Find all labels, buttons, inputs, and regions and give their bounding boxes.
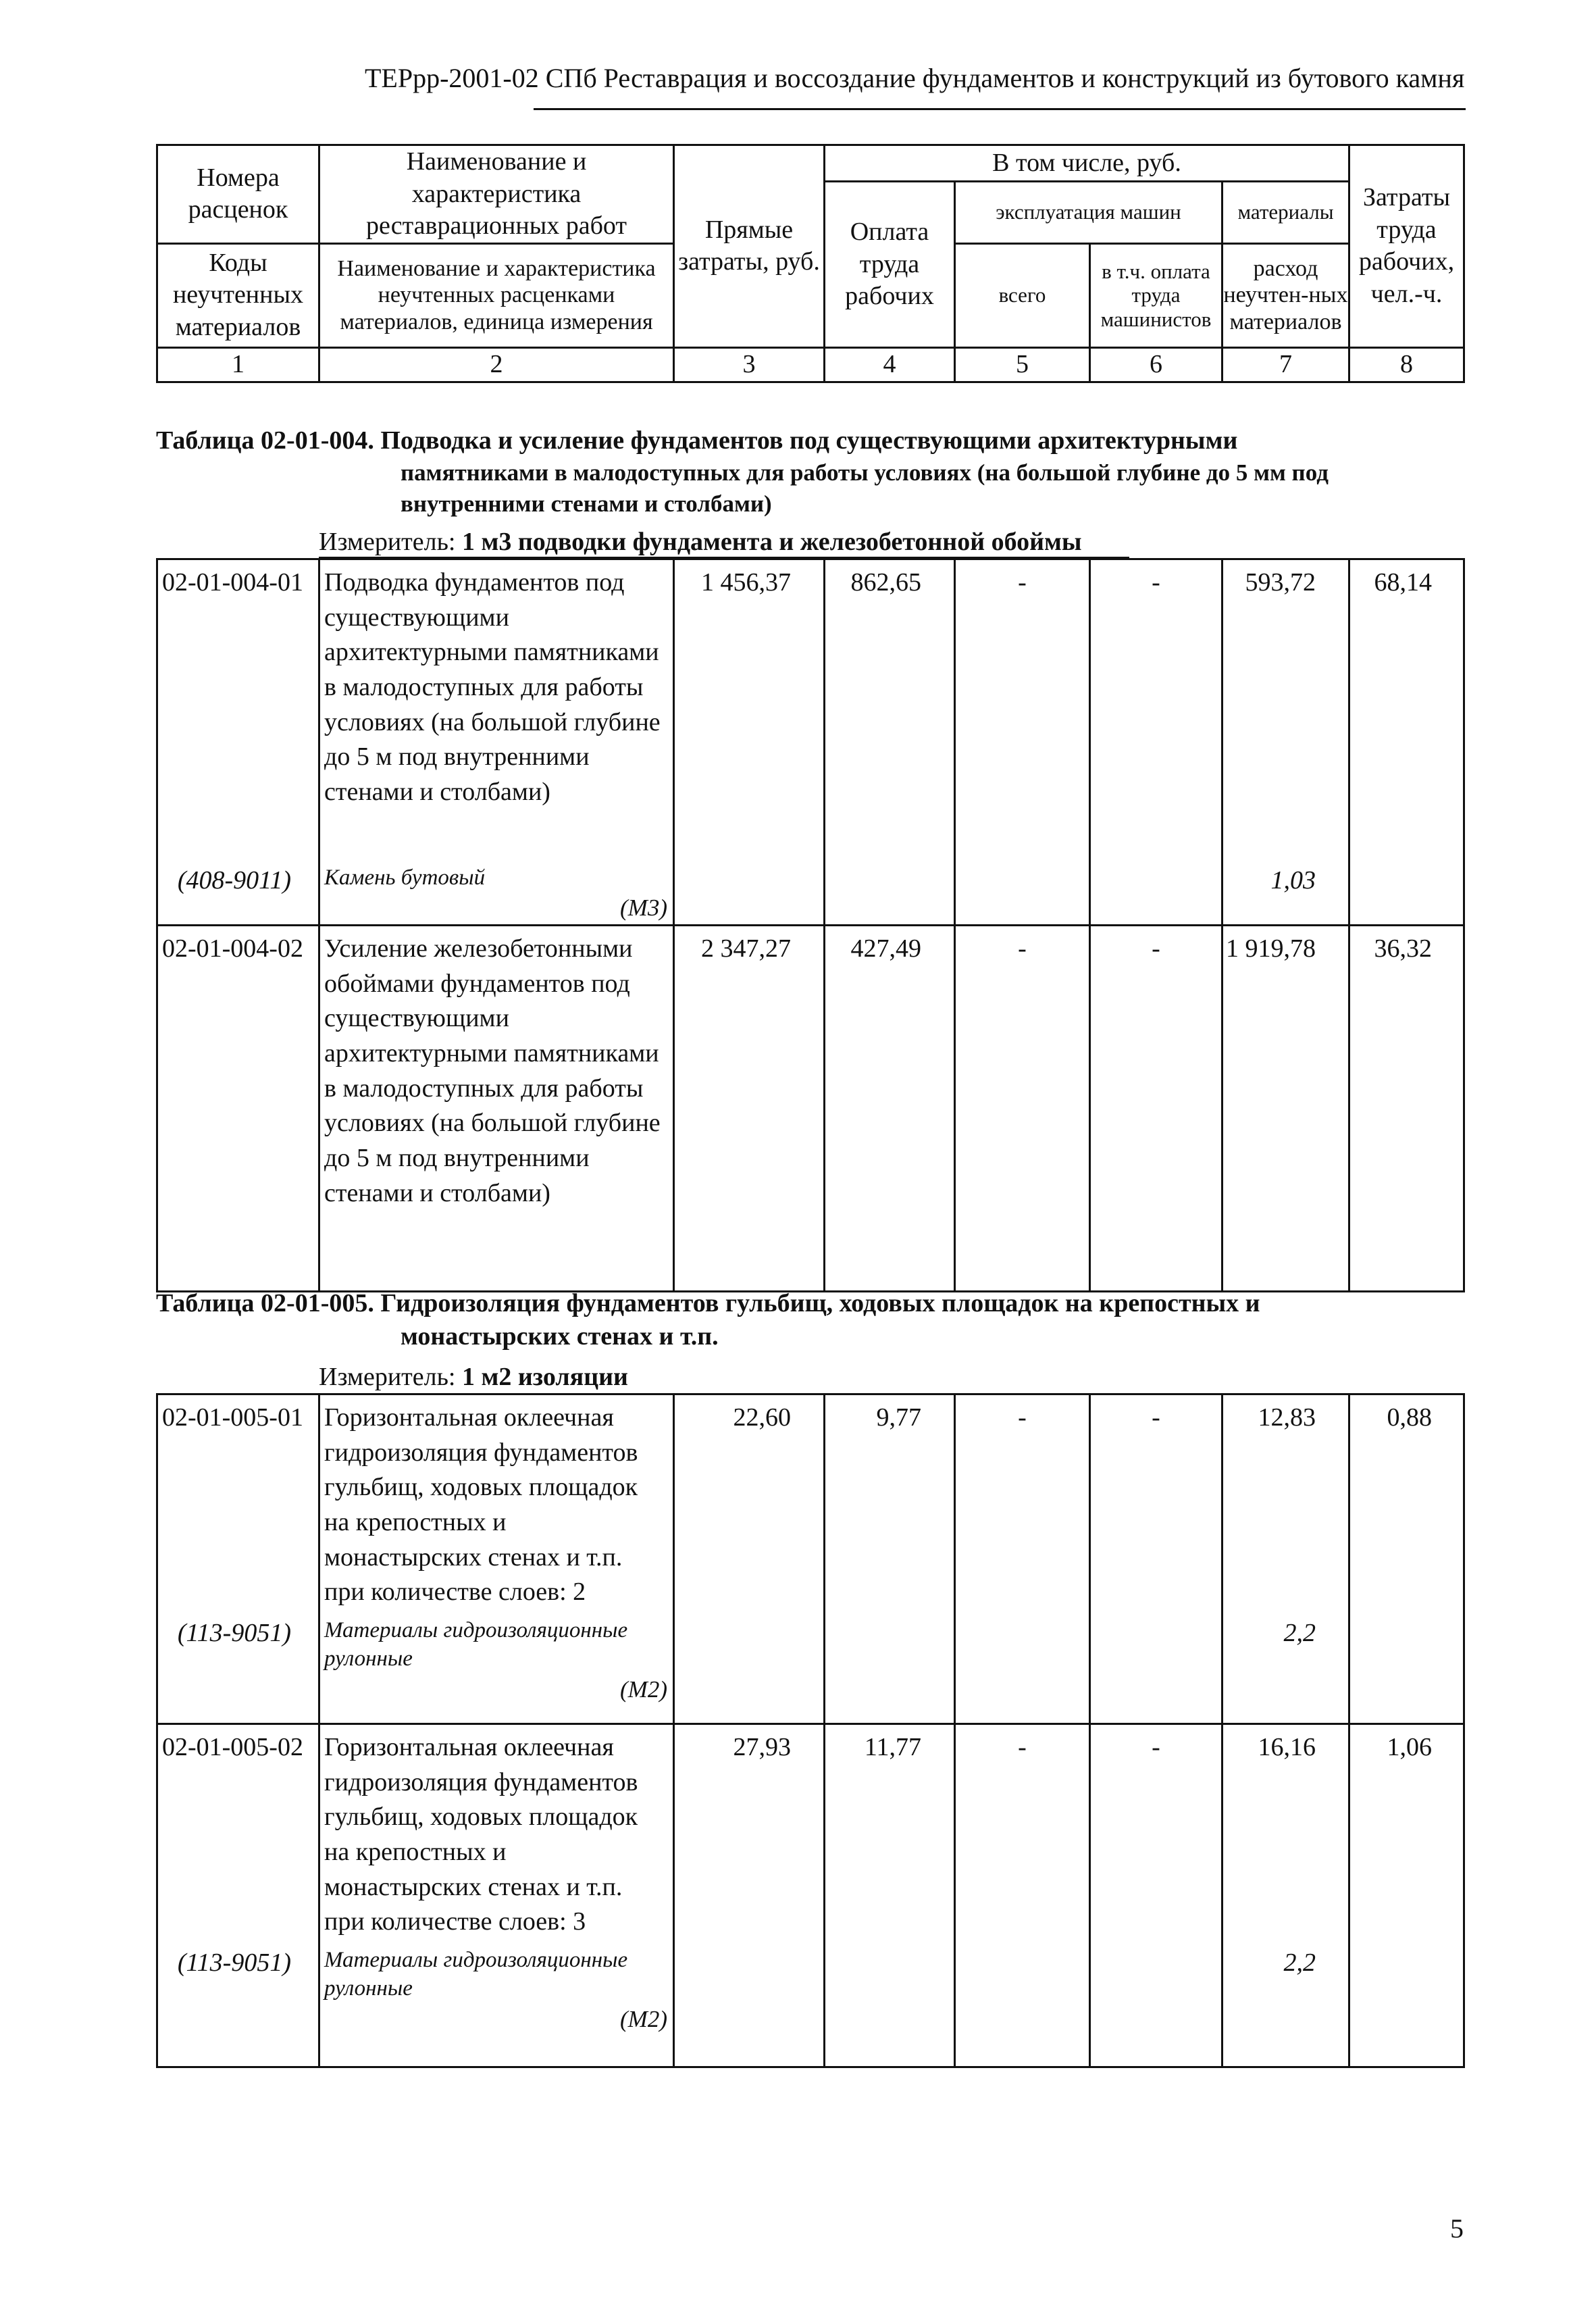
header-materials: материалы: [1222, 182, 1349, 244]
rate-code: 02-01-004-01: [157, 559, 319, 863]
material-unit: (М3): [620, 895, 667, 922]
materials-cost: 12,83: [1222, 1394, 1349, 1616]
col-index: 2: [319, 347, 674, 382]
header-including-group: В том числе, руб.: [825, 145, 1349, 182]
header-machines-total: всего: [955, 243, 1090, 347]
col-index: 4: [825, 347, 955, 382]
work-name: Подводка фундаментов под существующими архитектурными памятниками в малодоступных для работы условиях (на большой глубине до 5 м под внутренними стенами и столбами): [319, 559, 674, 863]
meter-label: [319, 527, 1082, 557]
col-index: 7: [1222, 347, 1349, 382]
running-header: ТЕРрр-2001-02 СПб Реставрация и воссоздание фундаментов и конструкций из бутового камня: [365, 63, 1465, 93]
col-index: 3: [674, 347, 825, 382]
direct-costs: 1 456,37: [674, 559, 825, 863]
work-name: Горизонтальная оклеечная гидроизоляция фундаментов гульбищ, ходовых площадок на крепостных и монастырских стенах и т.п. при количестве слоев: 3: [319, 1724, 674, 1946]
machinist-pay: -: [1090, 559, 1222, 863]
labor-hours: 36,32: [1349, 925, 1464, 1291]
table-title: [156, 424, 1463, 519]
labor-pay: 11,77: [825, 1724, 955, 1946]
table-row: [157, 559, 1464, 863]
header-labor-pay: Оплата труда рабочих: [825, 182, 955, 348]
material-qty: 1,03: [1222, 863, 1349, 926]
machinist-pay: -: [1090, 925, 1222, 1291]
meter-unit: 1 м2 изоляции: [462, 1363, 628, 1391]
table-title: [156, 1287, 1463, 1354]
col-index: 8: [1349, 347, 1464, 382]
material-name: Материалы гидроизоляционные рулонные: [324, 1947, 628, 2001]
header-machines: эксплуатация машин: [955, 182, 1222, 244]
table-row: [157, 1724, 1464, 1946]
material-unit: (М2): [620, 1676, 667, 1703]
meter-prefix: Измеритель:: [319, 1363, 462, 1391]
machinist-pay: -: [1090, 1394, 1222, 1616]
data-table-004: [156, 558, 1465, 1292]
material-unit: (М2): [620, 2006, 667, 2033]
col-index: 5: [955, 347, 1090, 382]
column-header-table: [156, 144, 1465, 383]
material-row: [157, 1946, 1464, 2067]
materials-cost: 593,72: [1222, 559, 1349, 863]
material-row: [157, 1616, 1464, 1724]
material-code: (113-9051): [157, 1616, 319, 1724]
work-name: Горизонтальная оклеечная гидроизоляция фундаментов гульбищ, ходовых площадок на крепостных и монастырских стенах и т.п. при количестве слоев: 2: [319, 1394, 674, 1616]
material-code: (113-9051): [157, 1946, 319, 2067]
work-name: Усиление железобетонными обоймами фундаментов под существующими архитектурными памятниками в малодоступных для работы условиях (на большой глубине до 5 м под внутренними стенами и столбами): [319, 925, 674, 1291]
labor-pay: 862,65: [825, 559, 955, 863]
header-rule: [534, 108, 1466, 110]
machines-total: -: [955, 925, 1090, 1291]
table-title-continuation: монастырских стенах и т.п.: [401, 1322, 719, 1351]
table-row: [157, 925, 1464, 1291]
material-cell: [319, 863, 674, 926]
header-labor-hours: Затраты труда рабочих, чел.-ч.: [1349, 145, 1464, 348]
page-number: 5: [1450, 2213, 1464, 2244]
data-table-005: [156, 1393, 1465, 2068]
col-index: 6: [1090, 347, 1222, 382]
material-name: Материалы гидроизоляционные рулонные: [324, 1617, 628, 1671]
meter-unit: 1 м3 подводки фундамента и железобетонной обоймы: [462, 528, 1082, 556]
material-cell: [319, 1946, 674, 2067]
col-index: 1: [157, 347, 319, 382]
machines-total: -: [955, 1724, 1090, 1946]
header-unrecorded-consumption: расход неучтен-ных материалов: [1222, 243, 1349, 347]
machines-total: -: [955, 1394, 1090, 1616]
labor-hours: 68,14: [1349, 559, 1464, 863]
header-rate-numbers: Номера расценок: [157, 145, 319, 244]
table-title-main: Таблица 02-01-005. Гидроизоляция фундаментов гульбищ, ходовых площадок на крепостных и: [156, 1289, 1260, 1317]
header-unrecorded-names: Наименование и характеристика неучтенных расценками материалов, единица измерения: [319, 243, 674, 347]
labor-hours: 0,88: [1349, 1394, 1464, 1616]
header-direct-costs: Прямые затраты, руб.: [674, 145, 825, 348]
machines-total: -: [955, 559, 1090, 863]
table-title-continuation: памятниками в малодоступных для работы условиях (на большой глубине до 5 мм под внутренними стенами и столбами): [401, 459, 1329, 517]
table-title-main: Таблица 02-01-004. Подводка и усиление фундаментов под существующими архитектурными: [156, 426, 1238, 455]
table-row: [157, 1394, 1464, 1616]
material-code: (408-9011): [157, 863, 319, 926]
material-name: Камень бутовый: [324, 865, 486, 890]
meter-label: [319, 1362, 628, 1392]
labor-hours: 1,06: [1349, 1724, 1464, 1946]
header-unrecorded-codes: Коды неучтенных материалов: [157, 243, 319, 347]
meter-prefix: Измеритель:: [319, 528, 462, 556]
direct-costs: 2 347,27: [674, 925, 825, 1291]
header-machinist-pay: в т.ч. оплата труда машинистов: [1090, 243, 1222, 347]
labor-pay: 9,77: [825, 1394, 955, 1616]
labor-pay: 427,49: [825, 925, 955, 1291]
material-qty: 2,2: [1222, 1616, 1349, 1724]
material-row: [157, 863, 1464, 926]
direct-costs: 22,60: [674, 1394, 825, 1616]
rate-code: 02-01-004-02: [157, 925, 319, 1291]
materials-cost: 16,16: [1222, 1724, 1349, 1946]
machinist-pay: -: [1090, 1724, 1222, 1946]
direct-costs: 27,93: [674, 1724, 825, 1946]
rate-code: 02-01-005-02: [157, 1724, 319, 1946]
material-cell: [319, 1616, 674, 1724]
materials-cost: 1 919,78: [1222, 925, 1349, 1291]
material-qty: 2,2: [1222, 1946, 1349, 2067]
rate-code: 02-01-005-01: [157, 1394, 319, 1616]
header-work-name: Наименование и характеристика реставрационных работ: [319, 145, 674, 244]
